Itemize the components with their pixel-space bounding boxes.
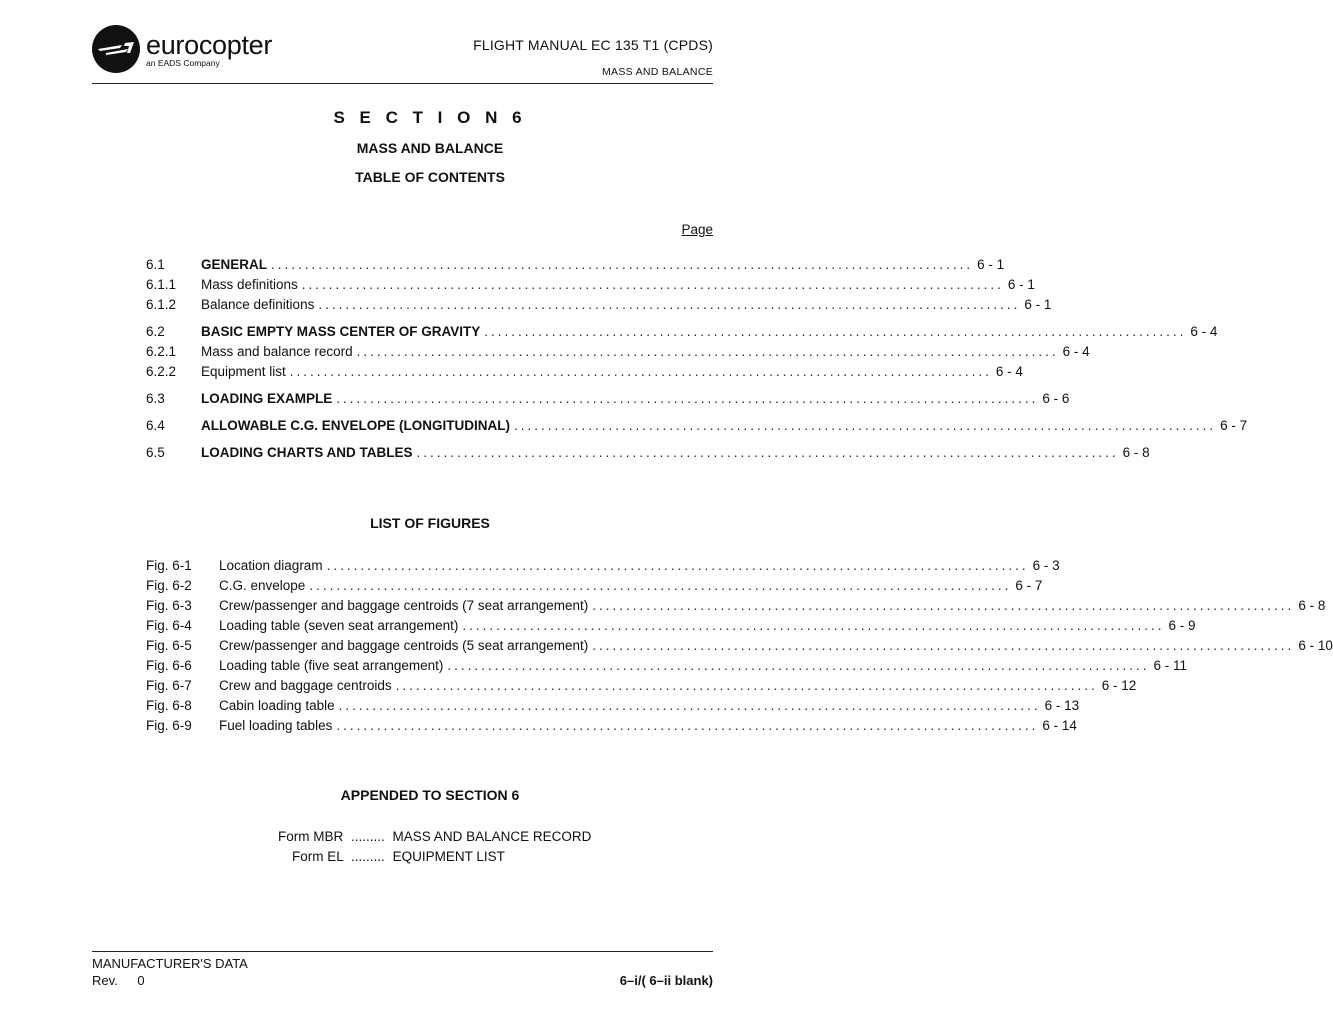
toc-entry-page: 6 - 4 xyxy=(1062,344,1090,359)
dot-leader: ........................................................................................................ xyxy=(289,364,992,379)
dot-leader: ........................................................................................................ xyxy=(514,418,1217,433)
dot-leader: ........................................................................................................ xyxy=(336,718,1039,733)
toc-entry-title: ALLOWABLE C.G. ENVELOPE (LONGITUDINAL) xyxy=(201,418,510,433)
toc-entry xyxy=(146,276,1035,294)
dot-leader: ........................................................................................................ xyxy=(356,344,1059,359)
figure-page: 6 - 9 xyxy=(1168,618,1196,633)
form-title: EQUIPMENT LIST xyxy=(392,849,505,864)
toc-entry-page: 6 - 1 xyxy=(1007,277,1035,292)
brand-subtitle: an EADS Company xyxy=(146,58,220,68)
figure-page: 6 - 12 xyxy=(1101,678,1137,693)
figure-entry xyxy=(146,637,1333,655)
toc-entry-title: LOADING EXAMPLE xyxy=(201,391,333,406)
figure-page: 6 - 3 xyxy=(1032,558,1060,573)
appended-form-el xyxy=(292,849,505,864)
figure-entry xyxy=(146,697,1080,715)
toc-entry-page: 6 - 4 xyxy=(995,364,1023,379)
toc-entry xyxy=(146,363,1023,381)
figure-title: Loading table (five seat arrangement) xyxy=(219,658,444,673)
toc-entry-number: 6.5 xyxy=(146,445,165,460)
figure-title: Location diagram xyxy=(219,558,323,573)
toc-entry-title: LOADING CHARTS AND TABLES xyxy=(201,445,413,460)
dot-leader: ........................................................................................................ xyxy=(484,324,1187,339)
figure-page: 6 - 13 xyxy=(1044,698,1080,713)
toc-entry-title: Mass definitions xyxy=(201,277,298,292)
figures-title: LIST OF FIGURES xyxy=(370,515,490,531)
section-heading: S E C T I O N 6 xyxy=(333,108,527,127)
section-title: MASS AND BALANCE xyxy=(356,140,504,156)
figure-entry xyxy=(146,597,1326,615)
dot-leader: ........................................................................................................ xyxy=(416,445,1119,460)
figure-title: Cabin loading table xyxy=(219,698,335,713)
dot-leader: ........................................................................................................ xyxy=(326,558,1029,573)
toc-entry-page: 6 - 8 xyxy=(1122,445,1150,460)
toc-entry-number: 6.1.2 xyxy=(146,297,177,312)
toc-entry-title: BASIC EMPTY MASS CENTER OF GRAVITY xyxy=(201,324,481,339)
figure-entry xyxy=(146,617,1196,635)
figure-page: 6 - 14 xyxy=(1042,718,1077,733)
figure-page: 6 - 8 xyxy=(1298,598,1326,613)
figure-title: Crew/passenger and baggage centroids (7 seat arrangement) xyxy=(219,598,589,613)
toc-entry-title: GENERAL xyxy=(201,257,268,272)
form-label: Form EL xyxy=(292,849,344,864)
toc-entry xyxy=(146,296,1052,314)
figure-title: Crew/passenger and baggage centroids (5 seat arrangement) xyxy=(219,638,589,653)
appended-title: APPENDED TO SECTION 6 xyxy=(340,787,520,803)
toc-entry-number: 6.2.1 xyxy=(146,344,177,359)
toc-entry-number: 6.2.2 xyxy=(146,364,177,379)
brand-name: eurocopter xyxy=(146,30,273,60)
footer-data-label: MANUFACTURER'S DATA xyxy=(92,956,248,971)
form-dots: ......... xyxy=(351,849,385,864)
figure-entry xyxy=(146,657,1187,675)
figure-number: Fig. 6-9 xyxy=(146,718,192,733)
toc-entry xyxy=(146,343,1090,361)
form-dots: ......... xyxy=(351,829,385,844)
dot-leader: ........................................................................................................ xyxy=(592,598,1295,613)
figure-number: Fig. 6-1 xyxy=(146,558,192,573)
toc-entry xyxy=(146,256,1005,274)
appended-form-mbr xyxy=(278,829,591,844)
dot-leader: ........................................................................................................ xyxy=(271,257,974,272)
figure-number: Fig. 6-2 xyxy=(146,578,192,593)
toc-title: TABLE OF CONTENTS xyxy=(355,169,505,185)
figure-number: Fig. 6-4 xyxy=(146,618,192,633)
figure-number: Fig. 6-6 xyxy=(146,658,192,673)
dot-leader: ........................................................................................................ xyxy=(301,277,1004,292)
figure-entry xyxy=(146,717,1077,735)
header-section-name: MASS AND BALANCE xyxy=(602,66,713,78)
toc-entry-title: Mass and balance record xyxy=(201,344,353,359)
footer-page-number: 6–i/( 6–ii blank) xyxy=(619,973,713,988)
toc-entry xyxy=(146,390,1070,408)
figure-number: Fig. 6-7 xyxy=(146,678,192,693)
figure-page: 6 - 11 xyxy=(1153,658,1187,673)
figure-entry xyxy=(146,577,1043,595)
dot-leader: ........................................................................................................ xyxy=(447,658,1150,673)
toc-entry xyxy=(146,417,1248,435)
dot-leader: ........................................................................................................ xyxy=(592,638,1295,653)
toc-entry-page: 6 - 6 xyxy=(1042,391,1070,406)
toc-entry-title: Balance definitions xyxy=(201,297,315,312)
toc-entry-number: 6.3 xyxy=(146,391,165,406)
toc-entry-number: 6.2 xyxy=(146,324,165,339)
form-label: Form MBR xyxy=(278,829,344,844)
page-column-label: Page xyxy=(681,222,713,237)
figure-page: 6 - 7 xyxy=(1015,578,1043,593)
toc-entry-number: 6.1 xyxy=(146,257,165,272)
dot-leader: ........................................................................................................ xyxy=(309,578,1012,593)
toc-entry xyxy=(146,323,1218,341)
toc-entry-number: 6.4 xyxy=(146,418,165,433)
toc-entry-title: Equipment list xyxy=(201,364,286,379)
dot-leader: ........................................................................................................ xyxy=(336,391,1039,406)
dot-leader: ........................................................................................................ xyxy=(462,618,1165,633)
dot-leader: ........................................................................................................ xyxy=(338,698,1041,713)
form-title: MASS AND BALANCE RECORD xyxy=(392,829,592,844)
revision-value: 0 xyxy=(137,973,145,988)
toc-entry-number: 6.1.1 xyxy=(146,277,177,292)
toc-entry-page: 6 - 4 xyxy=(1190,324,1218,339)
footer-rule xyxy=(92,951,713,952)
figure-entry xyxy=(146,677,1137,695)
figure-title: Crew and baggage centroids xyxy=(219,678,392,693)
dot-leader: ........................................................................................................ xyxy=(318,297,1021,312)
figure-number: Fig. 6-3 xyxy=(146,598,192,613)
manual-title: FLIGHT MANUAL EC 135 T1 (CPDS) xyxy=(473,37,713,53)
toc-entry-page: 6 - 7 xyxy=(1220,418,1248,433)
dot-leader: ........................................................................................................ xyxy=(395,678,1098,693)
figure-title: Fuel loading tables xyxy=(219,718,333,733)
figure-number: Fig. 6-8 xyxy=(146,698,192,713)
figure-page: 6 - 10 xyxy=(1298,638,1333,653)
figure-entry xyxy=(146,557,1060,575)
footer-revision xyxy=(92,973,145,988)
toc-entry-page: 6 - 1 xyxy=(1024,297,1052,312)
eurocopter-logo-icon xyxy=(92,25,140,73)
figure-number: Fig. 6-5 xyxy=(146,638,192,653)
figure-title: C.G. envelope xyxy=(219,578,306,593)
toc-entry-page: 6 - 1 xyxy=(977,257,1005,272)
figure-title: Loading table (seven seat arrangement) xyxy=(219,618,459,633)
revision-label: Rev. xyxy=(92,973,118,988)
toc-entry xyxy=(146,444,1150,462)
header-rule xyxy=(92,83,713,84)
